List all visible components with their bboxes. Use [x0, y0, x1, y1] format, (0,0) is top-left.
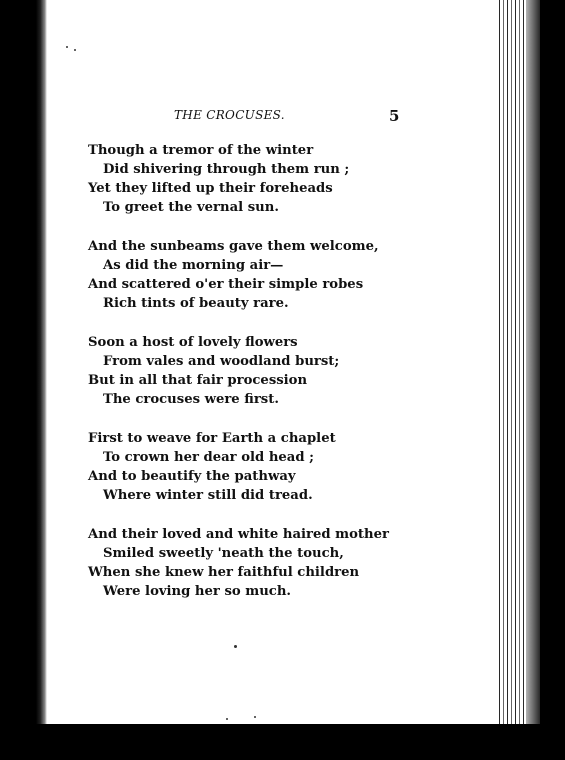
scan-speck	[66, 46, 68, 48]
poem-line: The crocuses were first.	[103, 392, 279, 407]
poem-line: As did the morning air—	[103, 258, 284, 273]
stanza	[88, 141, 408, 217]
stanza	[88, 237, 408, 313]
poem-line: And the sunbeams gave them welcome,	[88, 239, 379, 254]
scan-speck	[234, 645, 237, 648]
poem-line: First to weave for Earth a chaplet	[88, 431, 336, 446]
scan-speck	[74, 49, 76, 51]
poem-line: From vales and woodland burst;	[103, 354, 340, 369]
poem-line: Did shivering through them run ;	[103, 162, 350, 177]
poem-line: Were loving her so much.	[103, 584, 292, 599]
poem-line: And their loved and white haired mother	[88, 527, 389, 542]
poem-line: Rich tints of beauty rare.	[103, 296, 289, 311]
stanza	[88, 429, 408, 505]
poem-line: Soon a host of lovely flowers	[88, 335, 298, 350]
scan-border-bottom	[0, 724, 565, 760]
poem-line: To crown her dear old head ;	[103, 450, 315, 465]
poem-line: Yet they lifted up their foreheads	[88, 181, 333, 196]
poem-line: Smiled sweetly 'neath the touch,	[103, 546, 344, 561]
running-title: THE CROCUSES.	[174, 108, 285, 122]
poem-line: Where winter still did tread.	[103, 488, 313, 503]
poem-line: And scattered o'er their simple robes	[88, 277, 364, 292]
scan-speck	[254, 716, 256, 718]
poem	[88, 141, 408, 621]
page-edge-stack	[496, 0, 540, 724]
poem-line: To greet the vernal sun.	[103, 200, 279, 215]
poem-line: When she knew her faithful children	[88, 565, 360, 580]
poem-line: But in all that fair procession	[88, 373, 308, 388]
scan-speck	[226, 718, 228, 720]
page-number: 5	[389, 107, 400, 125]
gutter-shadow	[36, 0, 47, 724]
stanza	[88, 333, 408, 409]
stanza	[88, 525, 408, 601]
poem-line: Though a tremor of the winter	[88, 143, 314, 158]
poem-line: And to beautify the pathway	[88, 469, 296, 484]
